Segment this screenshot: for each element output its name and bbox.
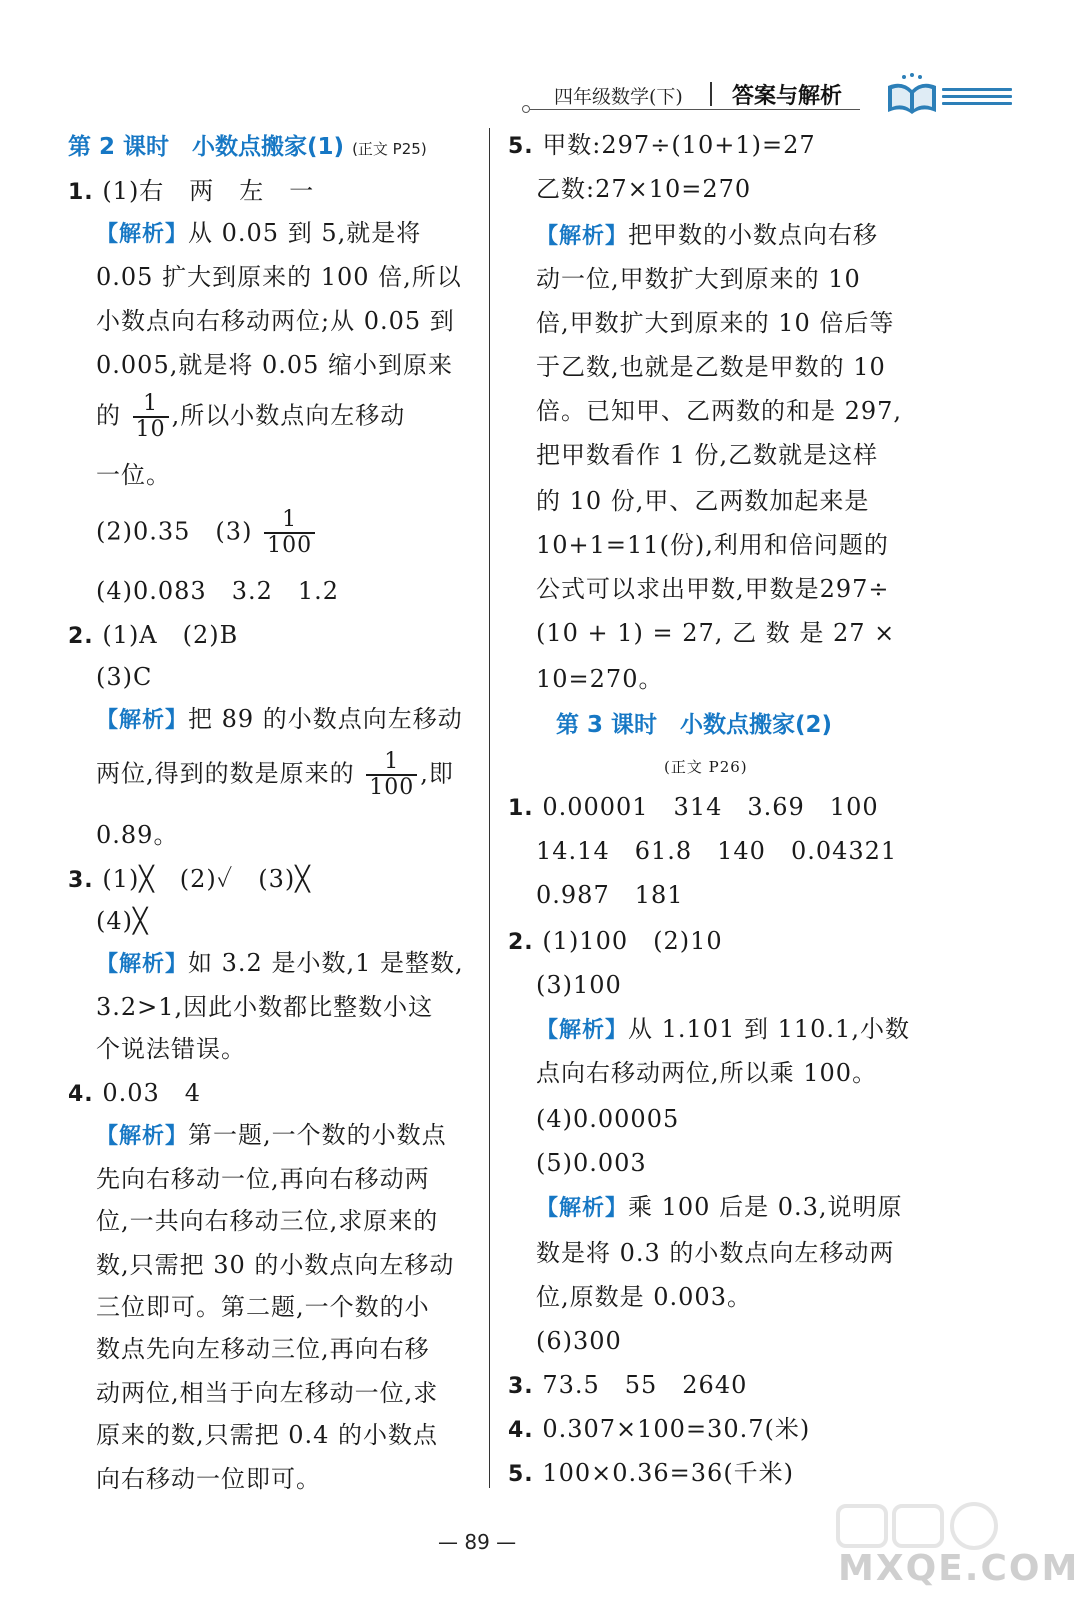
numerator: 1: [133, 392, 169, 418]
header-separator: [710, 82, 712, 106]
lesson-ref: (正文 P25): [352, 140, 427, 158]
q3-answer: [508, 1370, 747, 1402]
text-line: (5)0.003: [536, 1149, 647, 1177]
answer-line: [96, 508, 318, 558]
q3-analysis-line: [96, 948, 464, 980]
text-line: 小数点向右移动两位;从 0.05 到: [96, 307, 455, 335]
text-line: 向右移动一位即可。: [96, 1465, 321, 1493]
fraction: [264, 508, 315, 558]
denominator: 10: [135, 417, 166, 442]
text: 第一题,一个数的小数点: [188, 1121, 447, 1149]
text: ,即: [420, 759, 454, 788]
text-line: 动两位,相当于向左移动一位,求: [96, 1379, 439, 1407]
text-line: 10=270。: [536, 665, 664, 693]
denominator: 100: [267, 533, 313, 558]
q3-answer: [68, 864, 311, 896]
fraction: [366, 750, 417, 800]
question-number: 5.: [508, 134, 534, 159]
text-line: 于乙数,也就是乙数是甲数的 10: [536, 353, 886, 381]
answer-text: 0.00001 314 3.69 100: [542, 793, 879, 821]
text-line: 位,原数是 0.003。: [536, 1283, 752, 1311]
text-line: (3)C: [96, 663, 153, 691]
text-line: 个说法错误。: [96, 1035, 246, 1063]
page-header: [510, 70, 1010, 120]
question-number: 3.: [68, 868, 94, 893]
text: 两位,得到的数是原来的: [96, 759, 355, 788]
header-dot: [522, 105, 530, 113]
question-number: 2.: [508, 930, 534, 955]
numerator: 1: [366, 750, 417, 776]
denominator: 100: [369, 775, 415, 800]
fraction-line: [96, 750, 454, 800]
text-line: 先向右移动一位,再向右移动两: [96, 1165, 430, 1193]
watermark-text: MXQE.COM: [838, 1548, 1079, 1589]
text-line: 三位即可。第二题,一个数的小: [96, 1293, 430, 1321]
text-line: 倍。已知甲、乙两数的和是 297,: [536, 397, 903, 425]
q5-answer: [508, 1458, 794, 1490]
answer-text: (1)右 两 左 一: [102, 177, 315, 205]
q2-analysis-line: [96, 704, 463, 736]
q1-answer: [68, 176, 314, 208]
text-line: 0.89。: [96, 821, 179, 849]
text-line: (4)0.083 3.2 1.2: [96, 577, 340, 605]
text-line: 的 10 份,甲、乙两数加起来是: [536, 487, 870, 515]
q2-analysis-line: [536, 1014, 910, 1046]
header-title: 答案与解析: [732, 84, 843, 109]
q2-analysis-line-2: [536, 1192, 903, 1224]
text: 把 89 的小数点向左移动: [188, 705, 463, 733]
text-line: 倍,甲数扩大到原来的 10 倍后等: [536, 309, 895, 337]
header-grade: 四年级数学(下): [554, 86, 683, 108]
text-line: 数,只需把 30 的小数点向左移动: [96, 1251, 455, 1279]
text-line: 0.987 181: [536, 881, 684, 909]
text-line: 把甲数看作 1 份,乙数就是这样: [536, 441, 879, 469]
page-number: — 89 —: [438, 1530, 517, 1554]
question-number: 1.: [508, 796, 534, 821]
text-line: 公式可以求出甲数,甲数是297÷: [536, 575, 890, 603]
fraction: [133, 392, 169, 442]
text-line: (10 + 1) = 27, 乙 数 是 27 ×: [536, 619, 896, 647]
answer-text: 甲数:297÷(10+1)=27: [542, 131, 816, 159]
analysis-tag: 【解析】: [536, 224, 629, 249]
lesson-2-title: [68, 132, 427, 164]
analysis-tag: 【解析】: [96, 952, 189, 977]
text-line: 原来的数,只需把 0.4 的小数点: [96, 1421, 439, 1449]
q5-analysis-line: [536, 220, 878, 252]
q1-answer: [508, 792, 879, 824]
text-line: 一位。: [96, 461, 171, 489]
text: 从 1.101 到 110.1,小数: [628, 1015, 910, 1043]
lesson-ref: (正文 P26): [664, 758, 748, 776]
text-line: 点向右移动两位,所以乘 100。: [536, 1059, 878, 1087]
q5-answer: [508, 130, 816, 162]
analysis-tag: 【解析】: [96, 222, 189, 247]
q2-answer: [508, 926, 723, 958]
text-line: 10+1=11(份),利用和倍问题的: [536, 531, 889, 559]
answer-text: 73.5 55 2640: [542, 1371, 748, 1399]
analysis-tag: 【解析】: [96, 708, 189, 733]
answer-text: (1)A (2)B: [102, 621, 239, 649]
analysis-tag: 【解析】: [536, 1196, 629, 1221]
answer-text: 0.307×100=30.7(米): [542, 1415, 811, 1443]
open-book-icon: [882, 72, 942, 118]
q4-answer: [68, 1078, 201, 1110]
question-number: 2.: [68, 624, 94, 649]
text: 的: [96, 401, 121, 430]
analysis-tag: 【解析】: [96, 1124, 189, 1149]
text-line: (3)100: [536, 971, 622, 999]
text: ,所以小数点向左移动: [171, 401, 406, 430]
q1-analysis-line: [96, 218, 421, 250]
question-number: 1.: [68, 180, 94, 205]
text: 把甲数的小数点向右移: [628, 221, 879, 249]
analysis-tag: 【解析】: [536, 1018, 629, 1043]
text-line: 乙数:27×10=270: [536, 175, 752, 203]
q4-answer: [508, 1414, 810, 1446]
text: (2)0.35 (3): [96, 517, 253, 546]
text-line: 数是将 0.3 的小数点向左移动两: [536, 1239, 895, 1267]
header-stripes: [942, 88, 1012, 108]
text-line: 0.05 扩大到原来的 100 倍,所以: [96, 263, 462, 291]
column-divider: [489, 128, 490, 1488]
text-line: (4)╳: [96, 907, 149, 935]
text-line: 3.2>1,因此小数都比整数小这: [96, 993, 434, 1021]
text-line: 动一位,甲数扩大到原来的 10: [536, 265, 861, 293]
question-number: 5.: [508, 1462, 534, 1487]
text-line: (6)300: [536, 1327, 622, 1355]
text-line: 14.14 61.8 140 0.04321: [536, 837, 898, 865]
q4-analysis-line: [96, 1120, 447, 1152]
lesson-title-text: 第 2 课时 小数点搬家(1): [68, 134, 345, 160]
text: 乘 100 后是 0.3,说明原: [628, 1193, 903, 1221]
answer-text: (1)100 (2)10: [542, 927, 723, 955]
answer-text: 0.03 4: [102, 1079, 202, 1107]
question-number: 3.: [508, 1374, 534, 1399]
answer-text: 100×0.36=36(千米): [542, 1459, 795, 1487]
numerator: 1: [264, 508, 315, 534]
fraction-line: [96, 392, 405, 442]
q2-answer: [68, 620, 238, 652]
text: 如 3.2 是小数,1 是整数,: [188, 949, 464, 977]
answer-text: (1)╳ (2)✓ (3)╳: [102, 865, 311, 893]
lesson-3-title: 第 3 课时 小数点搬家(2): [556, 712, 833, 738]
text-line: 位,一共向右移动三位,求原来的: [96, 1207, 439, 1235]
text: 从 0.05 到 5,就是将: [188, 219, 422, 247]
question-number: 4.: [508, 1418, 534, 1443]
text-line: 0.005,就是将 0.05 缩小到原来: [96, 351, 454, 379]
question-number: 4.: [68, 1082, 94, 1107]
text-line: 数点先向左移动三位,再向右移: [96, 1335, 430, 1363]
text-line: (4)0.00005: [536, 1105, 680, 1133]
